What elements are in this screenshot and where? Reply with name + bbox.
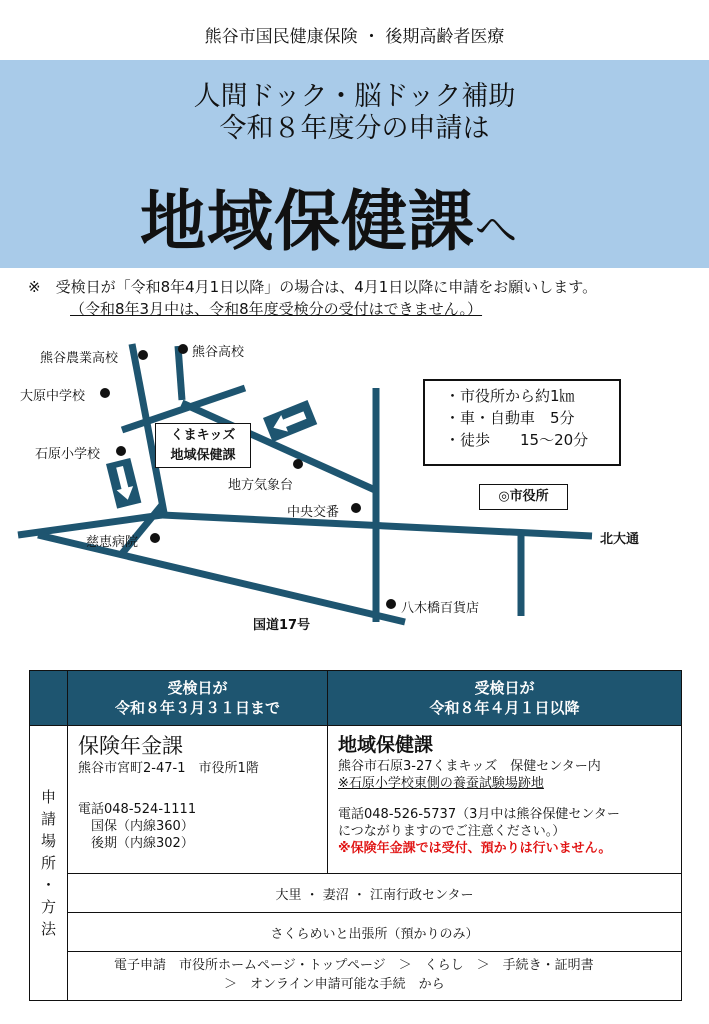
after-tel: 電話048-526-5737（3月中は熊谷保健センター (338, 807, 620, 822)
before-tel: 電話048-524-1111 (78, 802, 197, 817)
access-line-1: ・市役所から約1㎞ (445, 387, 575, 405)
application-table (29, 670, 682, 1001)
note-line-2: （令和8年3月中は、令和8年度受検分の受付はできません。） (70, 300, 483, 318)
banner-main-suffix: へ (475, 205, 519, 254)
after-address-note: ※石原小学校東側の養蚕試験場跡地 (338, 776, 544, 791)
access-line-2: ・車・自動車 5分 (445, 409, 575, 427)
header-after-april (328, 671, 682, 726)
kuma-line-1: くまキッズ (170, 428, 236, 443)
before-ext-1: 国保（内線360） (78, 819, 194, 834)
access-line-3: ・徒歩 15～20分 (445, 431, 589, 449)
organization-title: 熊谷市国民健康保険 ・ 後期高齢者医療 (204, 27, 505, 47)
kuma-line-2: 地域保健課 (170, 448, 236, 463)
online-line-2: ＞ オンライン申請可能な手続 から (224, 977, 445, 992)
label-yagihashi: 八木橋百貨店 (401, 601, 480, 616)
after-title: 地域保健課 (338, 734, 434, 756)
side-label (30, 726, 68, 1001)
banner-main-heading (140, 168, 518, 263)
before-title: 保険年金課 (78, 734, 183, 758)
banner-main-text: 地域保健課 (140, 183, 475, 260)
row-gyousei-center: 大里 ・ 妻沼 ・ 江南行政センター (68, 874, 682, 913)
arrow-down-icon (106, 458, 141, 509)
banner-line-2: 令和８年度分の申請は (219, 113, 490, 144)
label-kitaoodoori: 北大通 (600, 532, 640, 547)
banner-line-1: 人間ドック・脳ドック補助 (193, 81, 516, 112)
label-jikei-byouin: 慈恵病院 (86, 535, 139, 550)
label-kishoudai: 地方気象台 (228, 478, 294, 493)
header-before-line-1: 受検日が (167, 679, 228, 697)
before-address: 熊谷市宮町2-47-1 市役所1階 (78, 761, 259, 776)
row-sakura-mate: さくらめいと出張所（預かりのみ） (68, 913, 682, 952)
note-line-1: ※ 受検日が「令和8年4月1日以降」の場合は、4月1日以降に申請をお願いします。 (28, 278, 598, 296)
header-before-line-2: 令和８年３月３１日まで (114, 699, 280, 717)
label-ishihara-shougakkou: 石原小学校 (35, 447, 101, 462)
label-nougyou-koukou: 熊谷農業高校 (40, 351, 119, 366)
table-corner (30, 671, 68, 726)
row-online-application (68, 952, 682, 1001)
after-tel-note: につながりますのでご注意ください。） (338, 824, 566, 839)
arrow-left-icon (263, 400, 317, 442)
header-after-line-1: 受検日が (474, 679, 535, 697)
label-chuo-koban: 中央交番 (287, 505, 340, 520)
label-route17: 国道17号 (253, 618, 311, 633)
side-label-text: 申 請 場 所 ・ 方 法 (40, 788, 56, 938)
road-kumagaya-koukou (178, 346, 182, 400)
online-line-1: 電子申請 市役所ホームページ・トップページ ＞ くらし ＞ 手続き・証明書 (114, 958, 594, 973)
after-address: 熊谷市石原3-27くまキッズ 保健センター内 (338, 759, 601, 774)
label-oohara-chuugakkou: 大原中学校 (20, 389, 86, 404)
city-hall-label: ◎市役所 (479, 484, 568, 510)
access-info-box (423, 379, 621, 466)
cell-after (328, 726, 682, 874)
kuma-kids-location-box (155, 423, 251, 468)
label-kumagaya-koukou: 熊谷高校 (192, 345, 245, 360)
header-before-april (68, 671, 328, 726)
cell-before (68, 726, 328, 874)
after-warning: ※保険年金課では受付、預かりは行いません。 (338, 841, 612, 856)
header-after-line-2: 令和８年４月１日以降 (429, 699, 580, 717)
before-ext-2: 後期（内線302） (78, 836, 194, 851)
